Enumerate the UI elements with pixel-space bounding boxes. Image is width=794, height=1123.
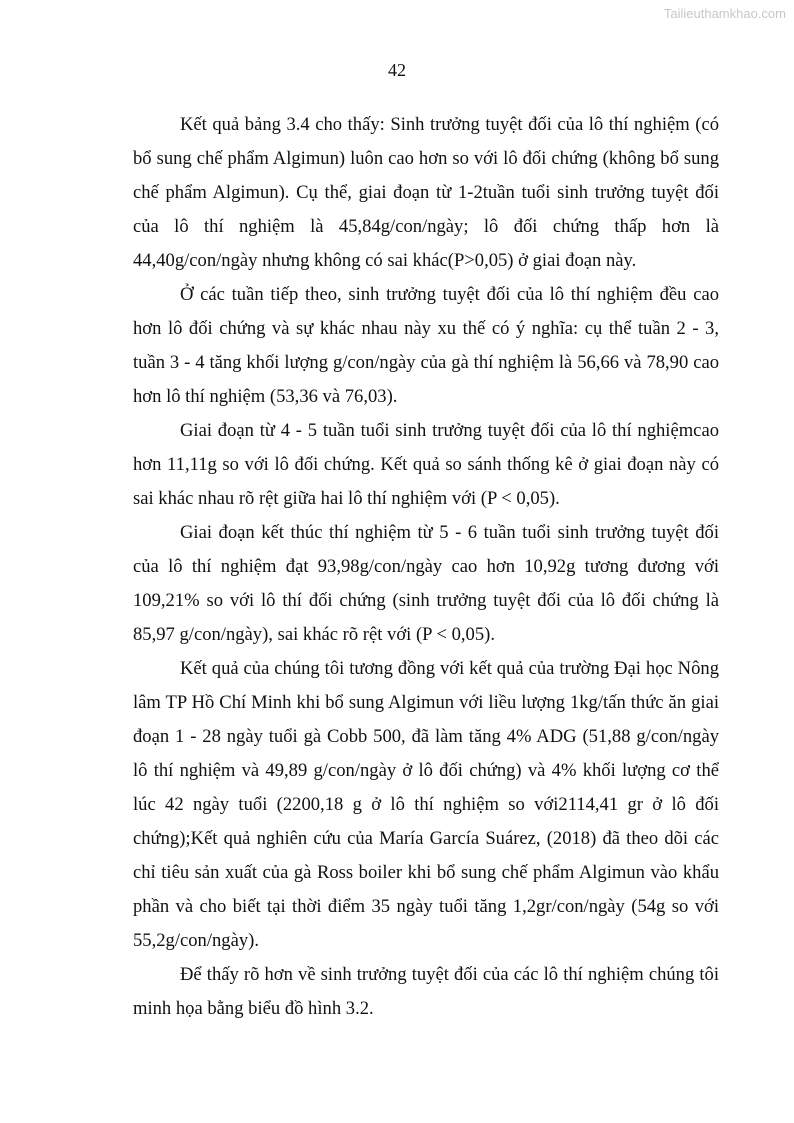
document-body — [133, 108, 719, 1026]
page-number: 42 — [388, 60, 406, 80]
paragraph-weeks-5-6: Giai đoạn kết thúc thí nghiệm từ 5 - 6 tuần tuổi sinh trưởng tuyệt đối của lô thí nghiệm đạt 93,98g/con/ngày cao hơn 10,92g tương đương với 109,21% so với lô thí đối chứng (sinh trưởng tuyệt đối của lô đối chứng là 85,97 g/con/ngày), sai khác rõ rệt với (P < 0,05). — [133, 522, 719, 645]
paragraph-table-3-4-results: Kết quả bảng 3.4 cho thấy: Sinh trưởng tuyệt đối của lô thí nghiệm (có bổ sung chế phẩm Algimun) luôn cao hơn so với lô đối chứng (không bổ sung chế phẩm Algimun). Cụ thể, giai đoạn từ 1-2tuần tuổi sinh trưởng tuyệt đối của lô thí nghiệm là 45,84g/con/ngày; lô đối chứng thấp hơn là 44,40g/con/ngày nhưng không có sai khác(P>0,05) ở giai đoạn này. — [133, 114, 719, 271]
paragraph-following-weeks: Ở các tuần tiếp theo, sinh trưởng tuyệt đối của lô thí nghiệm đều cao hơn lô đối chứng và sự khác nhau này xu thế có ý nghĩa: cụ thể tuần 2 - 3, tuần 3 - 4 tăng khối lượng g/con/ngày của gà thí nghiệm là 56,66 và 78,90 cao hơn lô thí nghiệm (53,36 và 76,03). — [133, 284, 719, 407]
paragraph-comparison-studies: Kết quả của chúng tôi tương đồng với kết quả của trường Đại học Nông lâm TP Hồ Chí Minh khi bổ sung Algimun với liều lượng 1kg/tấn thức ăn giai đoạn 1 - 28 ngày tuổi gà Cobb 500, đã làm tăng 4% ADG (51,88 g/con/ngày lô thí nghiệm và 49,89 g/con/ngày ở lô đối chứng) và 4% khối lượng cơ thể lúc 42 ngày tuổi (2200,18 g ở lô thí nghiệm so với2114,41 gr ở lô đối chứng);Kết quả nghiên cứu của María García Suárez, (2018) đã theo dõi các chỉ tiêu sản xuất của gà Ross boiler khi bổ sung chế phẩm Algimun vào khẩu phần và cho biết tại thời điểm 35 ngày tuổi tăng 1,2gr/con/ngày (54g so với 55,2g/con/ngày). — [133, 658, 719, 951]
paragraph-figure-3-2-reference: Để thấy rõ hơn về sinh trưởng tuyệt đối của các lô thí nghiệm chúng tôi minh họa bằng biểu đồ hình 3.2. — [133, 964, 719, 1019]
paragraph-weeks-4-5: Giai đoạn từ 4 - 5 tuần tuổi sinh trưởng tuyệt đối của lô thí nghiệmcao hơn 11,11g so với lô đối chứng. Kết quả so sánh thống kê ở giai đoạn này có sai khác nhau rõ rệt giữa hai lô thí nghiệm với (P < 0,05). — [133, 420, 719, 509]
watermark: Tailieuthamkhao.com — [663, 6, 786, 21]
